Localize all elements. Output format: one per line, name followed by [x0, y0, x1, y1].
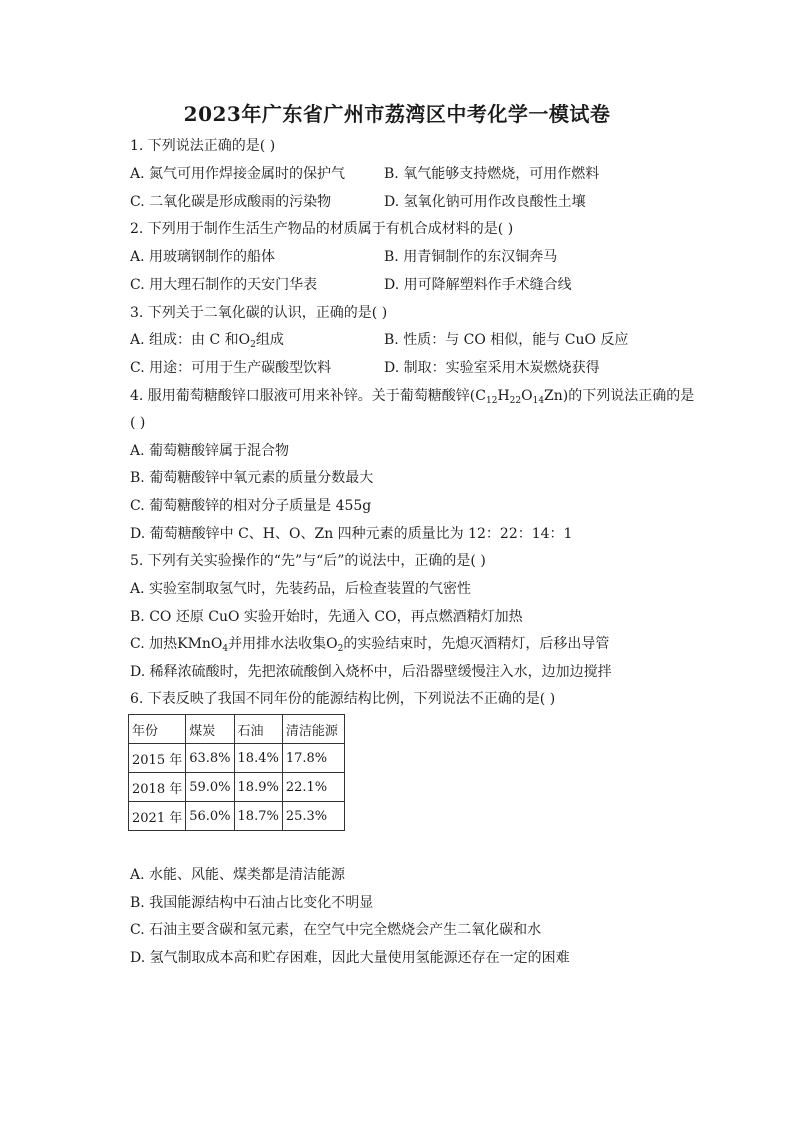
exam-title: 2023年广东省广州市荔湾区中考化学一模试卷: [183, 102, 611, 126]
table-header-cell: 清洁能源: [282, 715, 344, 744]
question-2-option-d: D. 用可降解塑料作手术缝合线: [384, 277, 572, 293]
question-4-stem: 4. 服用葡萄糖酸锌口服液可用来补锌。关于葡萄糖酸锌$(C_{12}H_{22}O_{14}Zn)$的下列说法正确的是: [130, 388, 695, 406]
table-cell: 17.8%: [282, 744, 344, 773]
table-cell: 18.7%: [234, 802, 282, 831]
question-3-option-c: C. 用途：可用于生产碳酸型饮料: [130, 360, 332, 376]
question-3-option-a: A. 组成：由 C 和$O_2$组成: [130, 332, 284, 350]
question-5-option-a: A. 实验室制取氢气时，先装药品，后检查装置的气密性: [130, 581, 472, 597]
table-cell: 22.1%: [282, 773, 344, 802]
question-4-option-a: A. 葡萄糖酸锌属于混合物: [130, 443, 290, 459]
question-6-option-b: B. 我国能源结构中石油占比变化不明显: [130, 895, 374, 911]
table-cell: 2018 年: [129, 773, 186, 802]
question-3-stem: 3. 下列关于二氧化碳的认识，正确的是( ): [130, 305, 388, 321]
question-3-option-d: D. 制取：实验室采用木炭燃烧获得: [384, 360, 600, 376]
question-1-option-d: D. 氢氧化钠可用作改良酸性土壤: [384, 194, 586, 210]
question-3-option-b: B. 性质：与 CO 相似，能与 CuO 反应: [384, 332, 629, 348]
question-4-option-d: D. 葡萄糖酸锌中 C、H、O、Zn 四种元素的质量比为 12：22：14：1: [130, 526, 573, 542]
question-6-option-a: A. 水能、风能、煤类都是清洁能源: [130, 867, 346, 883]
question-5-option-b: B. CO 还原 CuO 实验开始时，先通入 CO，再点燃酒精灯加热: [130, 609, 523, 625]
question-4-option-b: B. 葡萄糖酸锌中氧元素的质量分数最大: [130, 470, 374, 486]
question-2-option-a: A. 用玻璃钢制作的船体: [130, 249, 276, 265]
question-5-stem: 5. 下列有关实验操作的“先”与“后”的说法中，正确的是( ): [130, 553, 486, 569]
question-2-stem: 2. 下列用于制作生活生产物品的材质属于有机合成材料的是( ): [130, 221, 514, 237]
table-row: [129, 773, 345, 802]
table-cell: 63.8%: [186, 744, 234, 773]
question-6-option-c: C. 石油主要含碳和氢元素，在空气中完全燃烧会产生二氧化碳和水: [130, 922, 542, 938]
question-5-option-d: D. 稀释浓硫酸时，先把浓硫酸倒入烧杯中，后沿器壁缓慢注入水，边加边搅拌: [130, 664, 612, 680]
table-cell: 25.3%: [282, 802, 344, 831]
question-6-stem: 6. 下表反映了我国不同年份的能源结构比例，下列说法不正确的是( ): [130, 691, 556, 707]
question-1-option-c: C. 二氧化碳是形成酸雨的污染物: [130, 194, 332, 210]
table-header-cell: 石油: [234, 715, 282, 744]
table-cell: 59.0%: [186, 773, 234, 802]
question-1-stem: 1. 下列说法正确的是( ): [130, 138, 276, 154]
table-cell: 18.4%: [234, 744, 282, 773]
question-1-option-b: B. 氧气能够支持燃烧，可用作燃料: [384, 166, 600, 182]
table-cell: 2021 年: [129, 802, 186, 831]
question-1-option-a: A. 氮气可用作焊接金属时的保护气: [130, 166, 346, 182]
question-4-option-c: C. 葡萄糖酸锌的相对分子质量是 455g: [130, 498, 372, 514]
table-cell: 2015 年: [129, 744, 186, 773]
table-cell: 18.9%: [234, 773, 282, 802]
question-2-option-c: C. 用大理石制作的天安门华表: [130, 277, 318, 293]
table-header-cell: 年份: [129, 715, 186, 744]
question-6-option-d: D. 氢气制取成本高和贮存困难，因此大量使用氢能源还存在一定的困难: [130, 950, 570, 966]
question-4-stem-continued: ( ): [130, 415, 146, 431]
question-2-option-b: B. 用青铜制作的东汉铜奔马: [384, 249, 558, 265]
question-5-option-c: C. 加热KMnO$_4$并用排水法收集$O_2$的实验结束时，先熄灭酒精灯，后移出导管: [130, 636, 610, 654]
table-header-row: [129, 715, 345, 744]
table-cell: 56.0%: [186, 802, 234, 831]
table-row: [129, 802, 345, 831]
table-row: [129, 744, 345, 773]
energy-structure-table: [128, 714, 345, 831]
table-header-cell: 煤炭: [186, 715, 234, 744]
